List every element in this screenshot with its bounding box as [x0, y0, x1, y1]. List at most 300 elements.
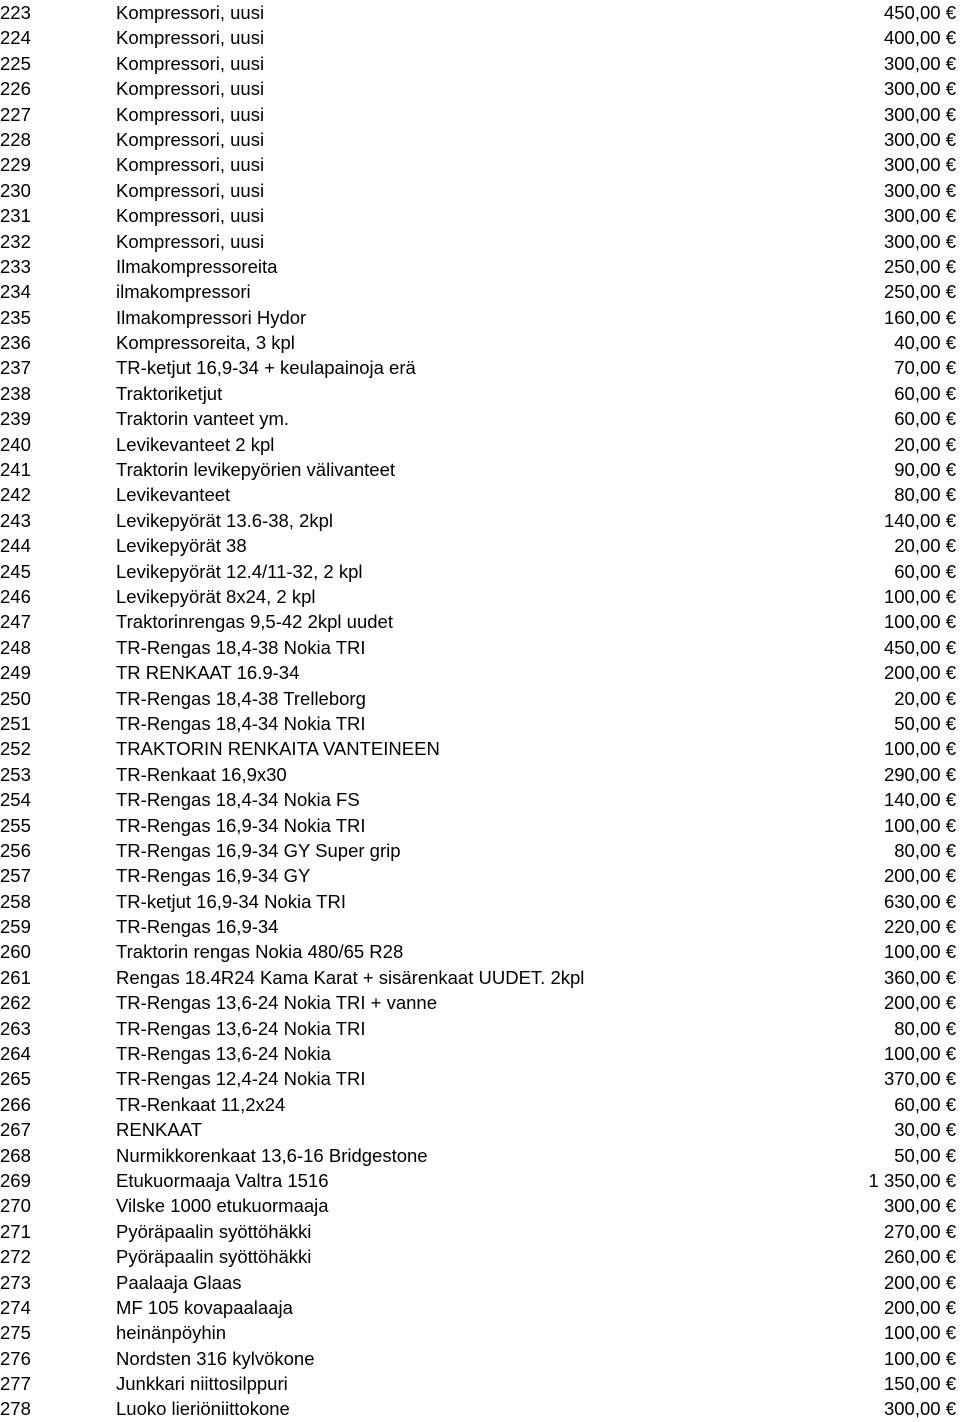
price-amount: 100,00 — [883, 738, 941, 760]
price-amount: 300,00 — [883, 154, 941, 176]
price-amount: 300,00 — [883, 1195, 941, 1217]
item-number: 261 — [0, 966, 31, 988]
item-price — [894, 1092, 956, 1117]
item-number: 242 — [0, 484, 31, 506]
item-description: Kompressori, uusi — [116, 52, 265, 74]
list-item — [0, 533, 960, 558]
item-number: 249 — [0, 662, 31, 684]
item-description: Traktorin rengas Nokia 480/65 R28 — [116, 941, 404, 963]
euro-sign: € — [945, 611, 956, 633]
item-price — [884, 609, 956, 634]
item-price — [884, 813, 956, 838]
item-description: Nordsten 316 kylvökone — [116, 1347, 315, 1369]
price-amount: 80,00 — [894, 1017, 941, 1039]
item-number: 255 — [0, 814, 31, 836]
price-amount: 100,00 — [883, 611, 941, 633]
euro-sign: € — [945, 738, 956, 760]
item-price — [884, 736, 956, 761]
item-price — [884, 203, 956, 228]
price-amount: 400,00 — [883, 27, 941, 49]
item-description: Kompressori, uusi — [116, 2, 265, 23]
list-item — [0, 1346, 960, 1371]
price-amount: 50,00 — [894, 712, 941, 734]
item-description: Junkkari niittosilppuri — [116, 1373, 288, 1395]
euro-sign: € — [945, 789, 956, 811]
item-description: TR-Rengas 12,4-24 Nokia TRI — [116, 1068, 366, 1090]
list-item — [0, 660, 960, 685]
item-number: 232 — [0, 230, 31, 252]
item-price — [869, 1168, 956, 1193]
euro-sign: € — [945, 1296, 956, 1318]
item-number: 265 — [0, 1068, 31, 1090]
euro-sign: € — [945, 1220, 956, 1242]
price-amount: 150,00 — [883, 1373, 941, 1395]
list-item — [0, 457, 960, 482]
item-description: Kompressori, uusi — [116, 179, 265, 201]
price-amount: 270,00 — [883, 1220, 941, 1242]
price-amount: 250,00 — [883, 255, 941, 277]
euro-sign: € — [945, 1119, 956, 1141]
item-price — [894, 1117, 956, 1142]
list-item — [0, 787, 960, 812]
euro-sign: € — [945, 763, 956, 785]
item-price — [884, 1346, 956, 1371]
item-description: MF 105 kovapaalaaja — [116, 1296, 293, 1318]
item-price — [884, 1244, 956, 1269]
item-description: TR-Rengas 18,4-34 Nokia FS — [116, 789, 360, 811]
euro-sign: € — [945, 560, 956, 582]
item-price — [884, 1320, 956, 1345]
list-item — [0, 0, 960, 25]
euro-sign: € — [945, 966, 956, 988]
euro-sign: € — [945, 1169, 956, 1191]
item-number: 243 — [0, 509, 31, 531]
list-item — [0, 203, 960, 228]
item-number: 229 — [0, 154, 31, 176]
euro-sign: € — [945, 306, 956, 328]
item-price — [884, 787, 956, 812]
list-item — [0, 1295, 960, 1320]
item-description: TR-ketjut 16,9-34 Nokia TRI — [116, 890, 346, 912]
list-item — [0, 1396, 960, 1421]
item-price — [894, 1016, 956, 1041]
item-price — [884, 279, 956, 304]
item-description: Levikepyörät 38 — [116, 535, 247, 557]
item-description: Traktoriketjut — [116, 382, 223, 404]
price-amount: 60,00 — [894, 560, 941, 582]
price-amount: 140,00 — [883, 509, 941, 531]
list-item — [0, 584, 960, 609]
list-item — [0, 1168, 960, 1193]
item-number: 271 — [0, 1220, 31, 1242]
euro-sign: € — [945, 1017, 956, 1039]
item-number: 278 — [0, 1398, 31, 1420]
item-price — [884, 939, 956, 964]
price-amount: 60,00 — [894, 408, 941, 430]
item-number: 254 — [0, 789, 31, 811]
price-amount: 100,00 — [883, 1043, 941, 1065]
item-price — [884, 965, 956, 990]
item-description: Kompressori, uusi — [116, 230, 265, 252]
euro-sign: € — [945, 382, 956, 404]
item-description: Traktorin vanteet ym. — [116, 408, 290, 430]
price-amount: 300,00 — [883, 128, 941, 150]
price-amount: 200,00 — [883, 992, 941, 1014]
item-description: Etukuormaaja Valtra 1516 — [116, 1169, 329, 1191]
euro-sign: € — [945, 459, 956, 481]
item-number: 268 — [0, 1144, 31, 1166]
euro-sign: € — [945, 687, 956, 709]
price-amount: 300,00 — [883, 1398, 941, 1420]
item-description: Ilmakompressori Hydor — [116, 306, 307, 328]
item-price — [884, 229, 956, 254]
item-number: 266 — [0, 1093, 31, 1115]
item-price — [894, 432, 956, 457]
list-item — [0, 432, 960, 457]
list-item — [0, 406, 960, 431]
item-number: 267 — [0, 1119, 31, 1141]
item-description: TR-Rengas 16,9-34 Nokia TRI — [116, 814, 366, 836]
list-item — [0, 863, 960, 888]
item-price — [884, 305, 956, 330]
item-description: Rengas 18.4R24 Kama Karat + sisärenkaat UUDET. 2kpl — [116, 966, 585, 988]
item-number: 235 — [0, 306, 31, 328]
item-description: Pyöräpaalin syöttöhäkki — [116, 1246, 312, 1268]
item-price — [884, 152, 956, 177]
item-price — [894, 711, 956, 736]
list-item — [0, 305, 960, 330]
item-number: 247 — [0, 611, 31, 633]
euro-sign: € — [945, 509, 956, 531]
euro-sign: € — [945, 52, 956, 74]
price-amount: 100,00 — [883, 1322, 941, 1344]
list-item — [0, 381, 960, 406]
euro-sign: € — [945, 230, 956, 252]
list-item — [0, 686, 960, 711]
list-item — [0, 1193, 960, 1218]
euro-sign: € — [945, 103, 956, 125]
euro-sign: € — [945, 1398, 956, 1420]
euro-sign: € — [945, 484, 956, 506]
item-number: 238 — [0, 382, 31, 404]
price-amount: 160,00 — [883, 306, 941, 328]
price-amount: 200,00 — [883, 1296, 941, 1318]
item-price — [884, 102, 956, 127]
item-number: 251 — [0, 712, 31, 734]
price-amount: 450,00 — [883, 636, 941, 658]
item-number: 237 — [0, 357, 31, 379]
list-item — [0, 635, 960, 660]
euro-sign: € — [945, 408, 956, 430]
item-number: 228 — [0, 128, 31, 150]
item-number: 234 — [0, 281, 31, 303]
list-item — [0, 279, 960, 304]
list-item — [0, 914, 960, 939]
item-price — [884, 1193, 956, 1218]
list-item — [0, 1041, 960, 1066]
euro-sign: € — [945, 281, 956, 303]
euro-sign: € — [945, 1271, 956, 1293]
list-item — [0, 990, 960, 1015]
item-price — [884, 25, 956, 50]
item-description: TR-Rengas 13,6-24 Nokia TRI + vanne — [116, 992, 438, 1014]
item-number: 260 — [0, 941, 31, 963]
item-number: 250 — [0, 687, 31, 709]
item-description: Traktorin levikepyörien välivanteet — [116, 459, 395, 481]
item-price — [884, 1270, 956, 1295]
price-amount: 20,00 — [894, 433, 941, 455]
euro-sign: € — [945, 1322, 956, 1344]
item-price — [884, 51, 956, 76]
item-description: Levikepyörät 8x24, 2 kpl — [116, 585, 316, 607]
item-price — [884, 76, 956, 101]
price-amount: 80,00 — [894, 839, 941, 861]
euro-sign: € — [945, 941, 956, 963]
item-number: 244 — [0, 535, 31, 557]
item-price — [884, 127, 956, 152]
item-number: 264 — [0, 1043, 31, 1065]
item-description: Kompressoreita, 3 kpl — [116, 332, 295, 354]
item-number: 230 — [0, 179, 31, 201]
item-description: Kompressori, uusi — [116, 27, 265, 49]
item-number: 257 — [0, 865, 31, 887]
item-price — [884, 1371, 956, 1396]
price-amount: 300,00 — [883, 52, 941, 74]
item-description: Levikepyörät 13.6-38, 2kpl — [116, 509, 333, 531]
item-price — [894, 355, 956, 380]
price-amount: 300,00 — [883, 230, 941, 252]
list-item — [0, 1371, 960, 1396]
list-item — [0, 25, 960, 50]
item-description: Ilmakompressoreita — [116, 255, 278, 277]
price-amount: 20,00 — [894, 535, 941, 557]
list-item — [0, 1117, 960, 1142]
euro-sign: € — [945, 1043, 956, 1065]
list-item — [0, 889, 960, 914]
price-amount: 300,00 — [883, 179, 941, 201]
item-description: TR-Renkaat 11,2x24 — [116, 1093, 286, 1115]
list-item — [0, 1092, 960, 1117]
price-amount: 260,00 — [883, 1246, 941, 1268]
euro-sign: € — [945, 712, 956, 734]
item-price — [884, 1219, 956, 1244]
price-amount: 200,00 — [883, 1271, 941, 1293]
item-price — [894, 457, 956, 482]
list-item — [0, 762, 960, 787]
list-item — [0, 127, 960, 152]
item-price — [894, 330, 956, 355]
item-description: TR-Rengas 13,6-24 Nokia — [116, 1043, 331, 1065]
list-item — [0, 736, 960, 761]
list-item — [0, 1143, 960, 1168]
list-item — [0, 711, 960, 736]
list-item — [0, 838, 960, 863]
list-item — [0, 1320, 960, 1345]
list-item — [0, 102, 960, 127]
euro-sign: € — [945, 357, 956, 379]
price-amount: 30,00 — [894, 1119, 941, 1141]
euro-sign: € — [945, 890, 956, 912]
price-amount: 450,00 — [883, 2, 941, 23]
item-description: Traktorinrengas 9,5-42 2kpl uudet — [116, 611, 393, 633]
euro-sign: € — [945, 332, 956, 354]
list-item — [0, 1066, 960, 1091]
euro-sign: € — [945, 1144, 956, 1166]
price-amount: 20,00 — [894, 687, 941, 709]
item-price — [894, 559, 956, 584]
item-number: 258 — [0, 890, 31, 912]
euro-sign: € — [945, 1373, 956, 1395]
item-price — [884, 0, 956, 25]
item-price — [884, 584, 956, 609]
item-price — [884, 635, 956, 660]
item-description: heinänpöyhin — [116, 1322, 227, 1344]
item-description: TR-Rengas 16,9-34 GY Super grip — [116, 839, 401, 861]
item-description: Levikepyörät 12.4/11-32, 2 kpl — [116, 560, 363, 582]
item-number: 262 — [0, 992, 31, 1014]
item-number: 259 — [0, 916, 31, 938]
euro-sign: € — [945, 255, 956, 277]
euro-sign: € — [945, 2, 956, 23]
item-description: TR-Rengas 16,9-34 — [116, 916, 279, 938]
euro-sign: € — [945, 128, 956, 150]
item-description: Paalaaja Glaas — [116, 1271, 242, 1293]
item-description: TR-Rengas 13,6-24 Nokia TRI — [116, 1017, 366, 1039]
item-description: Levikevanteet 2 kpl — [116, 433, 275, 455]
list-item — [0, 813, 960, 838]
item-number: 277 — [0, 1373, 31, 1395]
item-number: 226 — [0, 78, 31, 100]
list-item — [0, 229, 960, 254]
item-price — [884, 178, 956, 203]
euro-sign: € — [945, 1068, 956, 1090]
euro-sign: € — [945, 636, 956, 658]
item-price — [894, 1143, 956, 1168]
item-description: TR-Rengas 18,4-34 Nokia TRI — [116, 712, 366, 734]
euro-sign: € — [945, 433, 956, 455]
euro-sign: € — [945, 992, 956, 1014]
item-price — [884, 990, 956, 1015]
price-amount: 100,00 — [883, 941, 941, 963]
list-item — [0, 1244, 960, 1269]
price-amount: 80,00 — [894, 484, 941, 506]
item-description: Kompressori, uusi — [116, 78, 265, 100]
price-amount: 220,00 — [883, 916, 941, 938]
list-item — [0, 939, 960, 964]
list-item — [0, 559, 960, 584]
item-price — [894, 482, 956, 507]
list-item — [0, 51, 960, 76]
item-price — [884, 762, 956, 787]
price-amount: 630,00 — [883, 890, 941, 912]
item-price — [884, 1295, 956, 1320]
item-price — [894, 381, 956, 406]
item-number: 241 — [0, 459, 31, 481]
item-number: 240 — [0, 433, 31, 455]
item-number: 253 — [0, 763, 31, 785]
item-description: Kompressori, uusi — [116, 128, 265, 150]
price-amount: 50,00 — [894, 1144, 941, 1166]
price-amount: 70,00 — [894, 357, 941, 379]
item-number: 269 — [0, 1169, 31, 1191]
list-item — [0, 1270, 960, 1295]
item-number: 225 — [0, 52, 31, 74]
price-amount: 60,00 — [894, 382, 941, 404]
price-amount: 300,00 — [883, 78, 941, 100]
euro-sign: € — [945, 865, 956, 887]
item-price — [894, 686, 956, 711]
price-amount: 370,00 — [883, 1068, 941, 1090]
list-item — [0, 178, 960, 203]
item-number: 274 — [0, 1296, 31, 1318]
item-price — [884, 254, 956, 279]
item-description: Levikevanteet — [116, 484, 231, 506]
price-amount: 40,00 — [894, 332, 941, 354]
item-price — [884, 1396, 956, 1421]
euro-sign: € — [945, 27, 956, 49]
price-amount: 290,00 — [883, 763, 941, 785]
list-item — [0, 482, 960, 507]
item-number: 223 — [0, 2, 31, 23]
item-number: 236 — [0, 332, 31, 354]
item-number: 252 — [0, 738, 31, 760]
euro-sign: € — [945, 1246, 956, 1268]
item-number: 246 — [0, 585, 31, 607]
price-amount: 60,00 — [894, 1093, 941, 1115]
price-amount: 100,00 — [883, 814, 941, 836]
list-item — [0, 609, 960, 634]
euro-sign: € — [945, 535, 956, 557]
item-price — [884, 1041, 956, 1066]
price-amount: 100,00 — [883, 1347, 941, 1369]
euro-sign: € — [945, 154, 956, 176]
item-number: 239 — [0, 408, 31, 430]
item-number: 275 — [0, 1322, 31, 1344]
list-item — [0, 76, 960, 101]
item-description: Kompressori, uusi — [116, 205, 265, 227]
euro-sign: € — [945, 1347, 956, 1369]
list-item — [0, 1016, 960, 1041]
item-price — [884, 1066, 956, 1091]
item-description: Nurmikkorenkaat 13,6-16 Bridgestone — [116, 1144, 428, 1166]
item-price — [894, 533, 956, 558]
euro-sign: € — [945, 814, 956, 836]
item-description: TR-Renkaat 16,9x30 — [116, 763, 287, 785]
price-amount: 250,00 — [883, 281, 941, 303]
euro-sign: € — [945, 585, 956, 607]
item-number: 270 — [0, 1195, 31, 1217]
price-amount: 100,00 — [883, 585, 941, 607]
list-item — [0, 1219, 960, 1244]
item-price — [884, 863, 956, 888]
item-price — [894, 838, 956, 863]
list-item — [0, 152, 960, 177]
item-price — [884, 660, 956, 685]
price-amount: 200,00 — [883, 865, 941, 887]
item-description: Vilske 1000 etukuormaaja — [116, 1195, 329, 1217]
item-price — [884, 889, 956, 914]
item-description: Kompressori, uusi — [116, 154, 265, 176]
item-price — [894, 406, 956, 431]
euro-sign: € — [945, 179, 956, 201]
item-number: 227 — [0, 103, 31, 125]
item-number: 276 — [0, 1347, 31, 1369]
list-item — [0, 355, 960, 380]
list-item — [0, 508, 960, 533]
list-item — [0, 330, 960, 355]
item-number: 263 — [0, 1017, 31, 1039]
price-amount: 200,00 — [883, 662, 941, 684]
